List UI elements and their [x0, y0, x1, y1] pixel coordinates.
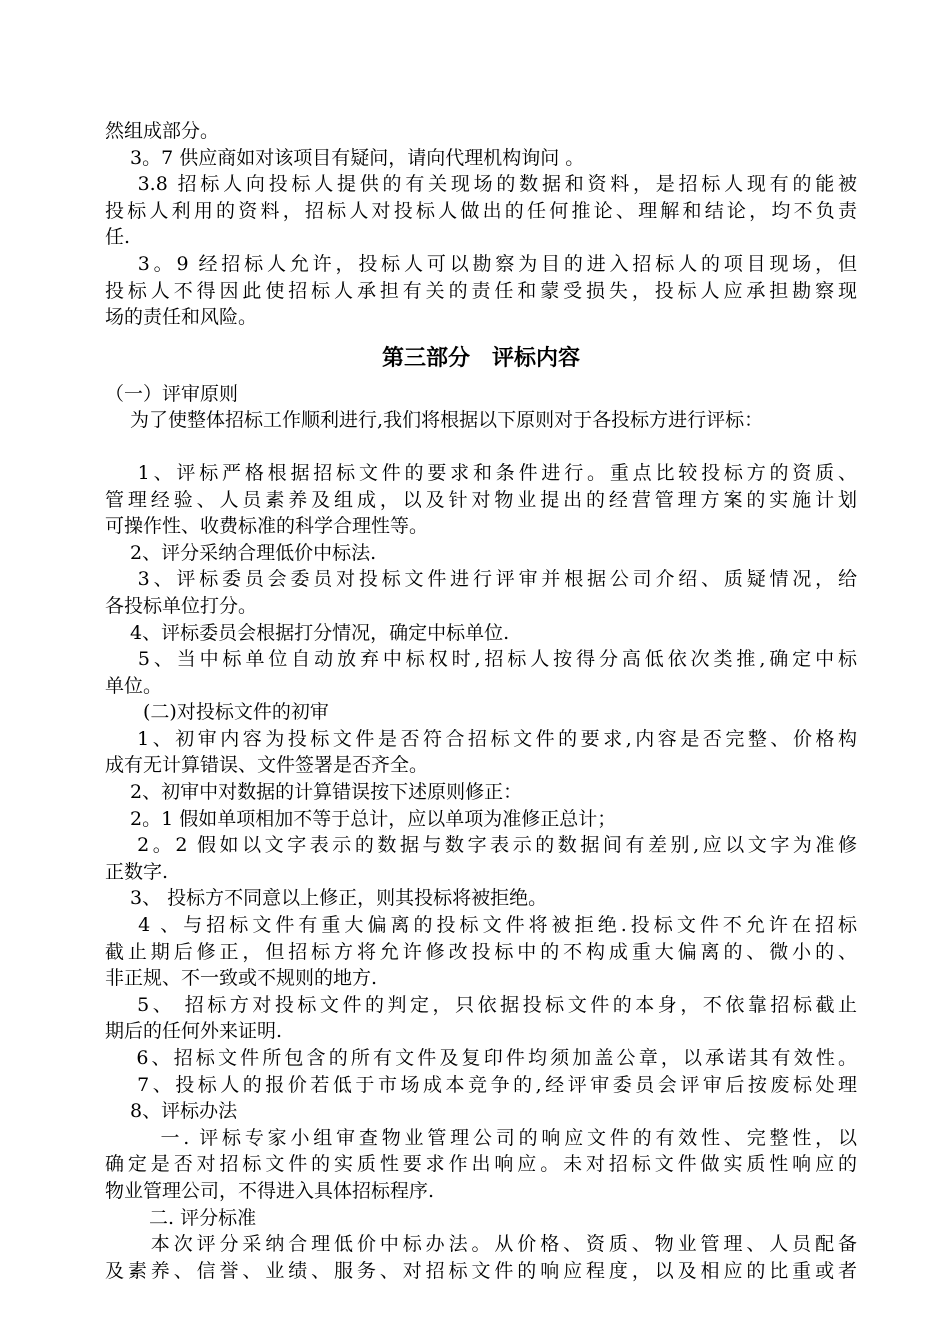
text-line: 然组成部分。 [105, 120, 220, 142]
text-line: 任. [105, 226, 131, 249]
text-line: 1、评标严格根据招标文件的要求和条件进行。重点比较投标方的资质、 [105, 461, 857, 484]
subsection-title: （一）评审原则 [105, 382, 239, 405]
text-line: 2。1 假如单项相加不等于总计，应以单项为准修正总计； [105, 807, 617, 830]
text-line: 确定是否对招标文件的实质性要求作出响应。未对招标文件做实质性响应的 [105, 1153, 857, 1176]
text-line: 为了使整体招标工作顺利进行,我们将根据以下原则对于各投标方进行评标： [105, 409, 764, 432]
text-line: 2、初审中对数据的计算错误按下述原则修正： [105, 781, 523, 804]
text-line: 3、 投标方不同意以上修正，则其投标将被拒绝。 [105, 887, 548, 910]
text-line: 1、初审内容为投标文件是否符合招标文件的要求,内容是否完整、价格构 [105, 727, 857, 750]
text-line: 截止期后修正，但招标方将允许修改投标中的不构成重大偏离的、微小的、 [105, 940, 857, 963]
text-line: 可操作性、收费标准的科学合理性等。 [105, 515, 429, 538]
text-line: 3。9 经招标人允许，投标人可以勘察为目的进入招标人的项目现场，但 [105, 252, 857, 275]
text-line: 期后的任何外来证明. [105, 1020, 283, 1043]
text-line: 一. 评标专家小组审查物业管理公司的响应文件的有效性、完整性，以 [105, 1126, 857, 1149]
text-line: 二. 评分标准 [105, 1206, 257, 1229]
text-line: 投标人利用的资料，招标人对投标人做出的任何推论、理解和结论，均不负责 [105, 199, 857, 222]
blank-line [105, 434, 857, 460]
text-line: 3.8 招标人向投标人提供的有关现场的数据和资料，是招标人现有的能被 [105, 173, 857, 196]
text-line: 非正规、不一致或不规则的地方. [105, 967, 378, 990]
text-line: 6、招标文件所包含的所有文件及复印件均须加盖公章，以承诺其有效性。 [105, 1047, 857, 1069]
text-line: 本次评分采纳合理低价中标办法。从价格、资质、物业管理、人员配备 [105, 1233, 857, 1256]
text-line: 7、投标人的报价若低于市场成本竞争的,经评审委员会评审后按废标处理 [105, 1073, 857, 1096]
text-line: 场的责任和风险。 [105, 306, 258, 329]
text-line: 投标人不得因此使招标人承担有关的责任和蒙受损失，投标人应承担勘察现 [105, 279, 857, 302]
text-line: 2。2 假如以文字表示的数据与数字表示的数据间有差别,应以文字为准修 [105, 834, 857, 857]
text-line: 物业管理公司，不得进入具体招标程序. [105, 1179, 435, 1202]
text-line: 8、评标办法 [105, 1100, 238, 1123]
subsection-title: (二)对投标文件的初审 [105, 701, 329, 724]
text-line: 正数字. [105, 860, 169, 883]
document-page [105, 118, 857, 1284]
text-line: 管理经验、人员素养及组成，以及针对物业提出的经营管理方案的实施计划 [105, 488, 857, 511]
text-line: 单位。 [105, 674, 163, 697]
text-line: 成有无计算错误、文件签署是否齐全。 [105, 754, 429, 777]
text-line: 3。7 供应商如对该项目有疑问，请向代理机构询问 。 [105, 146, 585, 169]
text-line: 2、评分采纳合理低价中标法. [105, 541, 377, 564]
text-line: 4、评标委员会根据打分情况，确定中标单位. [105, 621, 510, 644]
text-line: 各投标单位打分。 [105, 594, 258, 617]
text-line: 及素养、信誉、业绩、服务、对招标文件的响应程度，以及相应的比重或者 [105, 1259, 857, 1282]
text-line: 5、 招标方对投标文件的判定，只依据投标文件的本身，不依靠招标截止 [105, 993, 857, 1016]
text-line: 5、当中标单位自动放弃中标权时,招标人按得分高低依次类推,确定中标 [105, 648, 857, 671]
text-line: 4 、与招标文件有重大偏离的投标文件将被拒绝.投标文件不允许在招标 [105, 914, 857, 937]
section-title: 第三部分 评标内容 [381, 345, 580, 371]
text-line: 3、评标委员会委员对投标文件进行评审并根据公司介绍、质疑情况，给 [105, 568, 857, 591]
